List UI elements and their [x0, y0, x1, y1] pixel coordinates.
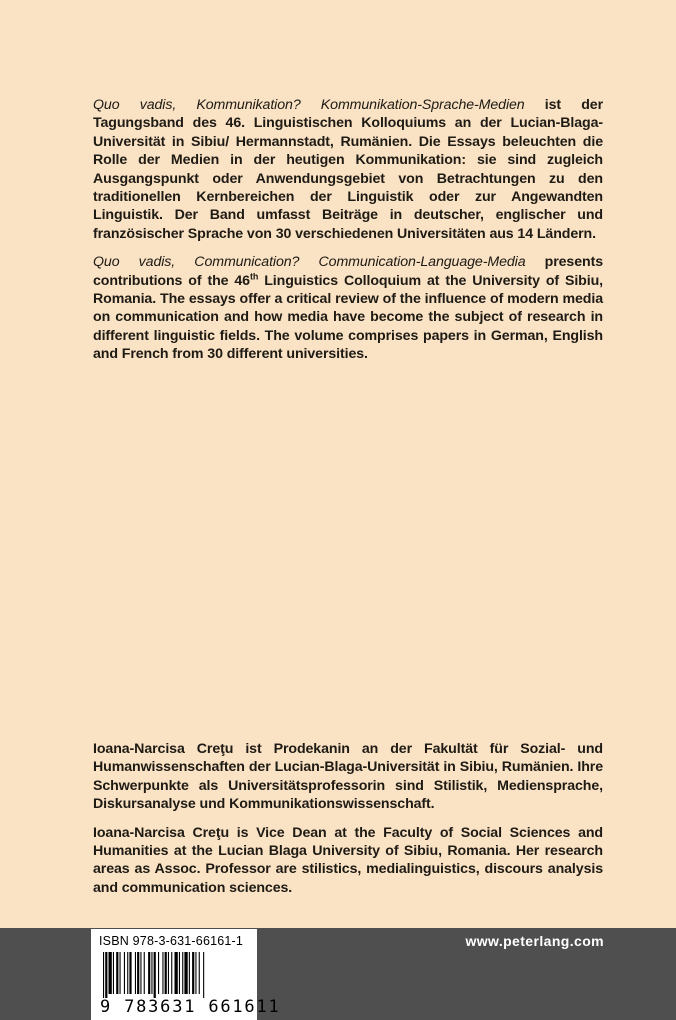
- barcode-bar: [195, 952, 196, 994]
- barcode-bar: [148, 952, 150, 994]
- blurb-english: [93, 253, 603, 363]
- english-superscript: th: [249, 270, 259, 281]
- barcode-bar: [109, 952, 112, 994]
- barcode-bar: [168, 952, 169, 994]
- barcode-bar: [124, 952, 125, 994]
- barcode-bar: [127, 952, 128, 994]
- german-body: ist der Tagungsband des 46. Linguistischen Kolloquiums an der Lucian-Blaga-Universität in Sibiu/ Hermannstadt, Rumänien. Die Essays beleuchten die Rolle der Medien in der heutigen Kommunikation: sie sind zugleich Ausgangspunkt oder Anwendungsgebiet von Betrachtungen zu den traditionellen Kernbereichen der Linguistik oder zur Angewandten Linguistik. Der Band umfasst Beiträge in deutscher, englischer und französischer Sprache von 30 verschiedenen Universitäten aus 14 Ländern.: [93, 97, 604, 242]
- barcode-bar: [203, 952, 204, 998]
- author-bio: [93, 740, 603, 907]
- barcode-bar: [154, 952, 156, 998]
- barcode-bar: [129, 952, 131, 994]
- barcode-digits: 9 783631 661611: [100, 997, 281, 1017]
- barcode-bar: [165, 952, 167, 994]
- author-bio-english: Ioana-Narcisa Creţu is Vice Dean at the Faculty of Social Sciences and Humanities at the Lucian Blaga University of Sibiu, Romania. Her research areas as Assoc. Professor are stilistics, medialinguistics, discours analysis and communication sciences.: [93, 824, 603, 896]
- barcode-bar: [113, 952, 114, 994]
- barcode-icon: [99, 952, 251, 998]
- english-title: Quo vadis, Communication? Communication-Language-Media: [93, 254, 526, 271]
- publisher-website[interactable]: www.peterlang.com: [465, 933, 604, 949]
- blurb-german: [93, 96, 603, 243]
- barcode-bar: [184, 952, 187, 994]
- blurb: [93, 96, 603, 374]
- barcode-bar: [144, 952, 145, 994]
- english-body-2: Linguistics Colloquium at the University of Sibiu, Romania. The essays offer a critical review of the influence of modern media on communication and how media have become the subject of research in different linguistic fields. The volume comprises papers in German, English and French from 30 different universities.: [93, 272, 603, 363]
- isbn-label: ISBN 978-3-631-66161-1: [99, 934, 244, 948]
- barcode-bar: [158, 952, 159, 994]
- german-title: Quo vadis, Kommunikation? Kommunikation-Sprache-Medien: [93, 97, 525, 113]
- english-body-1: presents contributions of the 46: [93, 254, 603, 289]
- barcode-bar: [171, 952, 172, 994]
- barcode-bar: [151, 952, 152, 994]
- barcode-bar: [162, 952, 163, 994]
- barcode-bar: [175, 952, 178, 994]
- barcode-bar: [199, 952, 200, 994]
- barcode-bar: [140, 952, 141, 994]
- barcode-bar: [189, 952, 190, 994]
- barcode-bar: [179, 952, 180, 994]
- barcode-bar: [105, 952, 107, 998]
- barcode-bar: [120, 952, 121, 994]
- barcode-bar: [116, 952, 118, 994]
- barcode-bar: [103, 952, 104, 998]
- author-bio-german: Ioana-Narcisa Creţu ist Prodekanin an der Fakultät für Sozial- und Humanwissenschaften der Lucian-Blaga-Universität in Sibiu, Rumänien. Ihre Schwerpunkte als Universitätsprofessorin sind Stilistik, Mediensprache, Diskursanalyse und Kommunikationswissenschaft.: [93, 741, 603, 813]
- barcode-bar: [137, 952, 139, 994]
- barcode-bar: [135, 952, 136, 994]
- barcode-bar: [182, 952, 183, 994]
- barcode-bar: [192, 952, 194, 994]
